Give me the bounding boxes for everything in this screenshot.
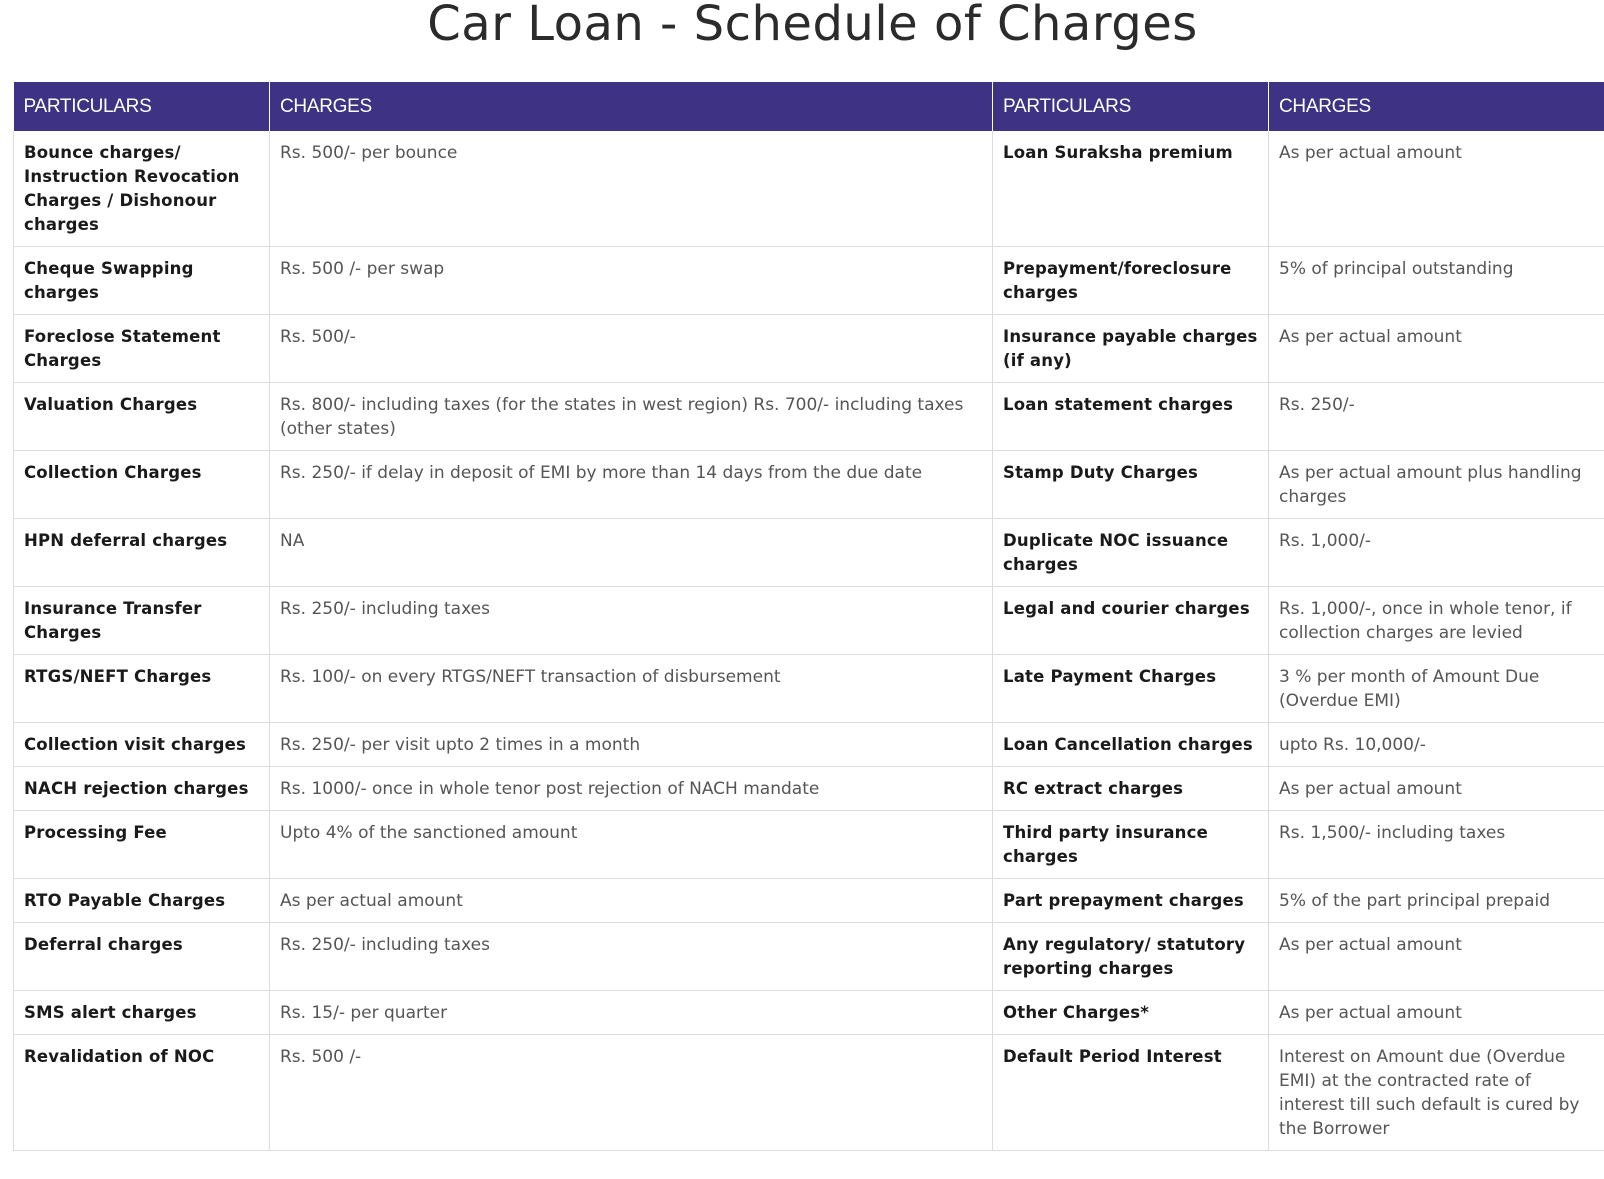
particulars-right-cell: Late Payment Charges	[993, 655, 1269, 723]
table-row	[14, 811, 1604, 879]
particulars-left-cell: Collection visit charges	[14, 723, 270, 767]
table-row	[14, 655, 1604, 723]
particulars-left-cell: SMS alert charges	[14, 991, 270, 1035]
particulars-left-cell: Processing Fee	[14, 811, 270, 879]
table-row	[14, 451, 1604, 519]
particulars-right-cell: Loan Cancellation charges	[993, 723, 1269, 767]
charges-right-cell: As per actual amount	[1269, 131, 1604, 247]
particulars-left-cell: Foreclose Statement Charges	[14, 315, 270, 383]
header-particulars-left: PARTICULARS	[14, 82, 270, 131]
charges-left-cell: As per actual amount	[270, 879, 993, 923]
table-row	[14, 1035, 1604, 1151]
table-row	[14, 923, 1604, 991]
charges-left-cell: Rs. 250/- including taxes	[270, 923, 993, 991]
table-row	[14, 519, 1604, 587]
particulars-left-cell: Revalidation of NOC	[14, 1035, 270, 1151]
table-row	[14, 247, 1604, 315]
charges-left-cell: Rs. 1000/- once in whole tenor post rejection of NACH mandate	[270, 767, 993, 811]
table-body	[14, 131, 1604, 1151]
table-row	[14, 767, 1604, 811]
particulars-right-cell: Loan Suraksha premium	[993, 131, 1269, 247]
particulars-right-cell: Default Period Interest	[993, 1035, 1269, 1151]
charges-left-cell: Rs. 250/- per visit upto 2 times in a month	[270, 723, 993, 767]
particulars-right-cell: Stamp Duty Charges	[993, 451, 1269, 519]
charges-right-cell: As per actual amount	[1269, 315, 1604, 383]
charges-right-cell: 5% of principal outstanding	[1269, 247, 1604, 315]
particulars-right-cell: Part prepayment charges	[993, 879, 1269, 923]
charges-left-cell: NA	[270, 519, 993, 587]
page-title: Car Loan - Schedule of Charges	[427, 0, 1198, 52]
particulars-left-cell: RTGS/NEFT Charges	[14, 655, 270, 723]
table-row	[14, 879, 1604, 923]
table-row	[14, 315, 1604, 383]
particulars-right-cell: RC extract charges	[993, 767, 1269, 811]
charges-right-cell: Rs. 1,500/- including taxes	[1269, 811, 1604, 879]
particulars-right-cell: Any regulatory/ statutory reporting charges	[993, 923, 1269, 991]
charges-left-cell: Rs. 500/- per bounce	[270, 131, 993, 247]
table-row	[14, 587, 1604, 655]
particulars-left-cell: Bounce charges/ Instruction Revocation Charges / Dishonour charges	[14, 131, 270, 247]
charges-left-cell: Upto 4% of the sanctioned amount	[270, 811, 993, 879]
charges-right-cell: Interest on Amount due (Overdue EMI) at the contracted rate of interest till such default is cured by the Borrower	[1269, 1035, 1604, 1151]
header-charges-left: CHARGES	[270, 82, 993, 131]
table-header-row	[14, 82, 1604, 131]
table-row	[14, 991, 1604, 1035]
charges-right-cell: As per actual amount	[1269, 991, 1604, 1035]
charges-left-cell: Rs. 250/- including taxes	[270, 587, 993, 655]
charges-left-cell: Rs. 800/- including taxes (for the states in west region) Rs. 700/- including taxes (other states)	[270, 383, 993, 451]
particulars-left-cell: Insurance Transfer Charges	[14, 587, 270, 655]
charges-left-cell: Rs. 250/- if delay in deposit of EMI by more than 14 days from the due date	[270, 451, 993, 519]
particulars-left-cell: Valuation Charges	[14, 383, 270, 451]
particulars-right-cell: Insurance payable charges (if any)	[993, 315, 1269, 383]
charges-left-cell: Rs. 500 /-	[270, 1035, 993, 1151]
schedule-of-charges-table	[13, 82, 1604, 1151]
charges-right-cell: As per actual amount plus handling charges	[1269, 451, 1604, 519]
charges-left-cell: Rs. 500/-	[270, 315, 993, 383]
table-row	[14, 723, 1604, 767]
charges-right-cell: As per actual amount	[1269, 767, 1604, 811]
particulars-left-cell: RTO Payable Charges	[14, 879, 270, 923]
particulars-right-cell: Duplicate NOC issuance charges	[993, 519, 1269, 587]
charges-right-cell: upto Rs. 10,000/-	[1269, 723, 1604, 767]
particulars-left-cell: Cheque Swapping charges	[14, 247, 270, 315]
particulars-right-cell: Loan statement charges	[993, 383, 1269, 451]
charges-right-cell: 3 % per month of Amount Due (Overdue EMI)	[1269, 655, 1604, 723]
particulars-right-cell: Third party insurance charges	[993, 811, 1269, 879]
header-charges-right: CHARGES	[1269, 82, 1604, 131]
particulars-right-cell: Other Charges*	[993, 991, 1269, 1035]
charges-left-cell: Rs. 500 /- per swap	[270, 247, 993, 315]
particulars-right-cell: Legal and courier charges	[993, 587, 1269, 655]
particulars-left-cell: Collection Charges	[14, 451, 270, 519]
charges-right-cell: As per actual amount	[1269, 923, 1604, 991]
charges-left-cell: Rs. 15/- per quarter	[270, 991, 993, 1035]
header-particulars-right: PARTICULARS	[993, 82, 1269, 131]
particulars-left-cell: HPN deferral charges	[14, 519, 270, 587]
table-row	[14, 131, 1604, 247]
particulars-left-cell: Deferral charges	[14, 923, 270, 991]
charges-right-cell: Rs. 1,000/-	[1269, 519, 1604, 587]
charges-right-cell: Rs. 1,000/-, once in whole tenor, if collection charges are levied	[1269, 587, 1604, 655]
charges-left-cell: Rs. 100/- on every RTGS/NEFT transaction of disbursement	[270, 655, 993, 723]
table-row	[14, 383, 1604, 451]
charges-right-cell: 5% of the part principal prepaid	[1269, 879, 1604, 923]
charges-right-cell: Rs. 250/-	[1269, 383, 1604, 451]
particulars-left-cell: NACH rejection charges	[14, 767, 270, 811]
particulars-right-cell: Prepayment/foreclosure charges	[993, 247, 1269, 315]
